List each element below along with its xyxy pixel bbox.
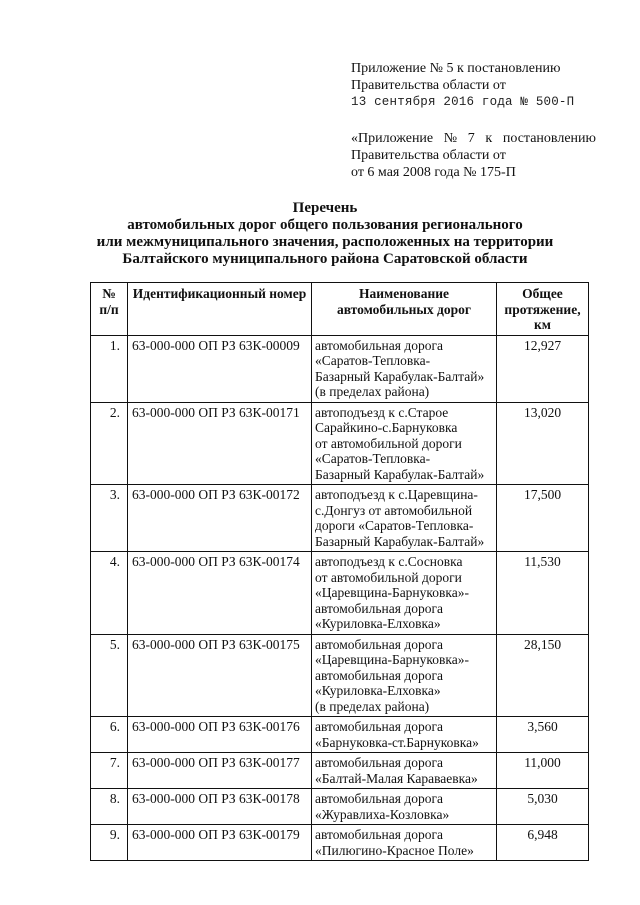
road-length: 28,150 xyxy=(497,634,589,717)
amended-word: к xyxy=(485,131,493,146)
row-number: 9. xyxy=(91,825,128,861)
road-name: автомобильная дорога «Царевщина-Барнуковка»- автомобильная дорога «Куриловка-Елховка» (в пределах района) xyxy=(312,634,497,717)
table-row xyxy=(91,402,589,485)
title-line-3: или межмуниципального значения, расположенных на территории xyxy=(96,234,554,250)
row-number: 1. xyxy=(91,335,128,402)
road-name: автомобильная дорога «Пилюгино-Красное Поле» xyxy=(312,825,497,861)
row-number: 7. xyxy=(91,753,128,789)
road-length: 17,500 xyxy=(497,485,589,552)
road-name: автомобильная дорога «Балтай-Малая Караваевка» xyxy=(312,753,497,789)
table-row xyxy=(91,485,589,552)
header-length: Общее протяжение, км xyxy=(497,283,589,336)
header-name: Наименование автомобильных дорог xyxy=(312,283,497,336)
attachment-date-stamp: 13 сентября 2016 года № 500-П xyxy=(351,95,575,109)
road-name: автомобильная дорога «Саратов-Тепловка- Базарный Карабулак-Балтай» (в пределах района) xyxy=(312,335,497,402)
row-number: 8. xyxy=(91,789,128,825)
attachment-line-2: Правительства области от xyxy=(351,78,506,93)
row-number: 6. xyxy=(91,717,128,753)
amended-line-3: от 6 мая 2008 года № 175-П xyxy=(351,165,516,180)
amended-word: постановлению xyxy=(502,131,596,146)
row-number: 2. xyxy=(91,402,128,485)
row-number: 3. xyxy=(91,485,128,552)
road-id: 63-000-000 ОП РЗ 63К-00171 xyxy=(128,402,312,485)
table-row xyxy=(91,753,589,789)
road-name: автоподъезд к с.Сосновка от автомобильной дороги «Царевщина-Барнуковка»- автомобильная дорога «Куриловка-Елховка» xyxy=(312,552,497,635)
road-length: 13,020 xyxy=(497,402,589,485)
attachment-header xyxy=(351,60,574,111)
table-row xyxy=(91,335,589,402)
table-row xyxy=(91,825,589,861)
road-length: 12,927 xyxy=(497,335,589,402)
road-name: автомобильная дорога «Барнуковка-ст.Барнуковка» xyxy=(312,717,497,753)
table-row xyxy=(91,717,589,753)
attachment-line-1: Приложение № 5 к постановлению xyxy=(351,61,561,76)
header-num: № п/п xyxy=(91,283,128,336)
row-number: 5. xyxy=(91,634,128,717)
road-id: 63-000-000 ОП РЗ 63К-00172 xyxy=(128,485,312,552)
road-length: 3,560 xyxy=(497,717,589,753)
road-length: 11,530 xyxy=(497,552,589,635)
amended-word: 7 xyxy=(467,131,475,146)
table-header-row xyxy=(91,283,589,336)
road-length: 11,000 xyxy=(497,753,589,789)
road-length: 6,948 xyxy=(497,825,589,861)
document-title xyxy=(60,200,590,268)
road-id: 63-000-000 ОП РЗ 63К-00178 xyxy=(128,789,312,825)
amended-word: № xyxy=(443,131,458,146)
table-row xyxy=(91,789,589,825)
header-id: Идентификационный номер xyxy=(128,283,312,336)
title-line-2: автомобильных дорог общего пользования регионального xyxy=(127,217,523,233)
road-name: автомобильная дорога «Журавлиха-Козловка» xyxy=(312,789,497,825)
road-id: 63-000-000 ОП РЗ 63К-00177 xyxy=(128,753,312,789)
road-length: 5,030 xyxy=(497,789,589,825)
road-id: 63-000-000 ОП РЗ 63К-00175 xyxy=(128,634,312,717)
title-line-1: Перечень xyxy=(292,200,358,216)
table-row xyxy=(91,552,589,635)
road-id: 63-000-000 ОП РЗ 63К-00174 xyxy=(128,552,312,635)
amended-line-2: Правительства области от xyxy=(351,148,506,163)
roads-table xyxy=(90,282,589,861)
table-row xyxy=(91,634,589,717)
road-id: 63-000-000 ОП РЗ 63К-00009 xyxy=(128,335,312,402)
amended-line-1 xyxy=(351,130,596,147)
road-name: автоподъезд к с.Старое Сарайкино-с.Барнуковка от автомобильной дороги «Саратов-Тепловка- Базарный Карабулак-Балтай» xyxy=(312,402,497,485)
amended-word: «Приложение xyxy=(351,131,434,146)
row-number: 4. xyxy=(91,552,128,635)
road-id: 63-000-000 ОП РЗ 63К-00179 xyxy=(128,825,312,861)
title-line-4: Балтайского муниципального района Саратовской области xyxy=(122,251,528,267)
road-name: автоподъезд к с.Царевщина- с.Донгуз от автомобильной дороги «Саратов-Тепловка- Базарный Карабулак-Балтай» xyxy=(312,485,497,552)
road-id: 63-000-000 ОП РЗ 63К-00176 xyxy=(128,717,312,753)
amended-attachment xyxy=(351,130,596,181)
